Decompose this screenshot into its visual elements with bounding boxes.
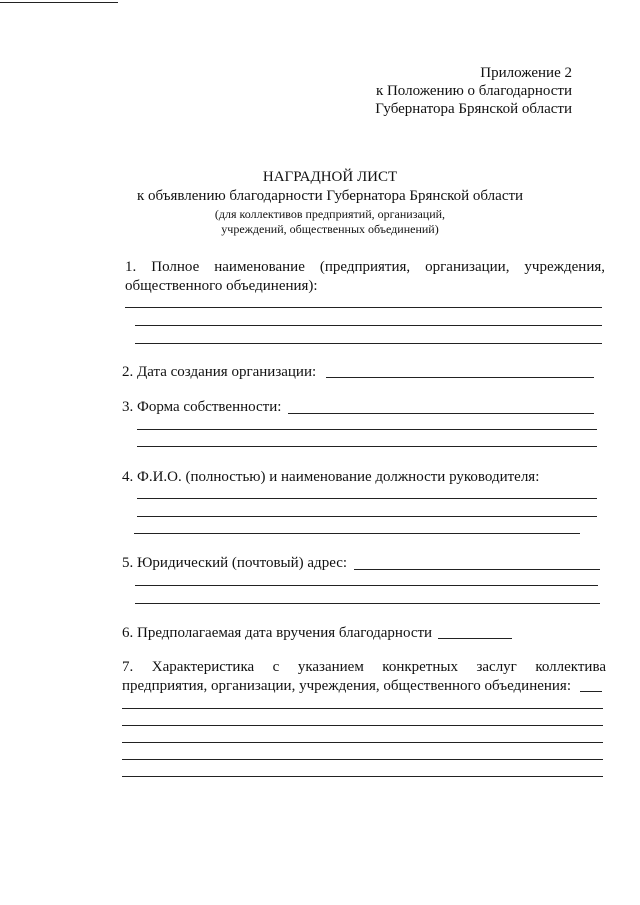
appendix-line-1: Приложение 2	[480, 65, 572, 81]
item-1-label: 1. Полное наименование (предприятия, организации, учреждения,	[125, 259, 605, 275]
item-3-answer-line	[137, 446, 597, 447]
item-7-label-cont: предприятия, организации, учреждения, общественного объединения:	[122, 678, 571, 694]
item-1-answer-line	[135, 343, 602, 344]
item-7-answer-line	[122, 708, 603, 709]
item-1-label-cont: общественного объединения):	[125, 278, 318, 294]
document-note-1: (для коллективов предприятий, организаций,	[214, 207, 446, 221]
item-1-answer-line	[135, 325, 602, 326]
item-4-answer-line	[137, 498, 597, 499]
item-4-answer-line	[134, 533, 580, 534]
scan-artifact-line	[0, 2, 118, 3]
item-3-answer-line	[288, 413, 594, 414]
item-4-label: 4. Ф.И.О. (полностью) и наименование должности руководителя:	[122, 469, 540, 485]
document-subtitle: к объявлению благодарности Губернатора Брянской области	[136, 188, 524, 204]
document-title: НАГРАДНОЙ ЛИСТ	[262, 169, 398, 185]
item-4-answer-line	[137, 516, 597, 517]
item-6-answer-line	[438, 638, 512, 639]
appendix-line-3: Губернатора Брянской области	[375, 101, 572, 117]
appendix-line-2: к Положению о благодарности	[375, 83, 572, 99]
item-5-answer-line	[135, 603, 600, 604]
item-7-answer-line	[580, 691, 602, 692]
document-note-2: учреждений, общественных объединений)	[221, 222, 439, 236]
item-1-answer-line	[125, 307, 602, 308]
item-5-answer-line	[354, 569, 600, 570]
item-7-label: 7. Характеристика с указанием конкретных заслуг коллектива	[122, 659, 606, 675]
item-7-answer-line	[122, 776, 603, 777]
item-7-answer-line	[122, 725, 603, 726]
item-7-answer-line	[122, 742, 603, 743]
item-5-label: 5. Юридический (почтовый) адрес:	[122, 555, 348, 571]
item-2-label: 2. Дата создания организации:	[122, 364, 317, 380]
item-3-answer-line	[137, 429, 597, 430]
item-6-label: 6. Предполагаемая дата вручения благодарности	[122, 625, 433, 641]
item-3-label: 3. Форма собственности:	[122, 399, 282, 415]
item-5-answer-line	[135, 585, 598, 586]
item-7-answer-line	[122, 759, 603, 760]
item-2-answer-line	[326, 377, 594, 378]
